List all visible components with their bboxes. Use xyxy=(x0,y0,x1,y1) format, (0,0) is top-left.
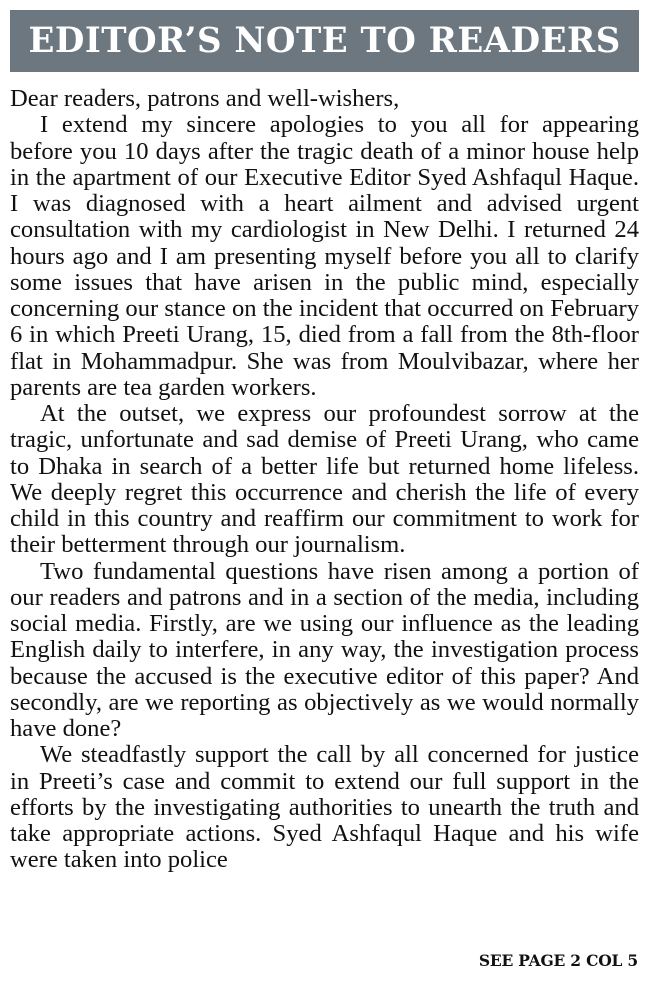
continued-on-page-link[interactable]: SEE PAGE 2 COL 5 xyxy=(478,951,638,970)
article-paragraph: At the outset, we express our profoundest sorrow at the tragic, unfortunate and sad demise of Preeti Urang, who came to Dhaka in search of a better life but returned home lifeless. We deeply regret this occurrence and cherish the life of every child in this country and reaffirm our commitment to work for their betterment through our journalism. xyxy=(10,400,639,559)
headline-title: EDITOR’S NOTE TO READERS xyxy=(28,21,621,61)
article-body xyxy=(10,86,639,874)
article-paragraph: I extend my sincere apologies to you all for appearing before you 10 days after the tragic death of a minor house help in the apartment of our Executive Editor Syed Ashfaqul Haque. I was diagnosed with a heart ailment and advised urgent consultation with my cardiologist in New Delhi. I returned 24 hours ago and I am presenting myself before you all to clarify some issues that have arisen in the public mind, especially concerning our stance on the incident that occurred on February 6 in which Preeti Urang, 15, died from a fall from the 8th-floor flat in Mohammadpur. She was from Moulvibazar, where her parents are tea garden workers. xyxy=(10,111,639,401)
article-paragraph: We steadfastly support the call by all concerned for justice in Preeti’s case and commit to extend our full support in the efforts by the investigating authorities to unearth the truth and take appropriate actions. Syed Ashfaqul Haque and his wife were taken into police xyxy=(10,741,639,874)
salutation: Dear readers, patrons and well-wishers, xyxy=(10,85,400,112)
article-paragraph: Two fundamental questions have risen among a portion of our readers and patrons and in a section of the media, including social media. Firstly, are we using our influence as the leading English daily to interfere, in any way, the investigation process because the accused is the executive editor of this paper? And secondly, are we reporting as objectively as we would normally have done? xyxy=(10,557,639,742)
headline-banner xyxy=(10,10,639,72)
